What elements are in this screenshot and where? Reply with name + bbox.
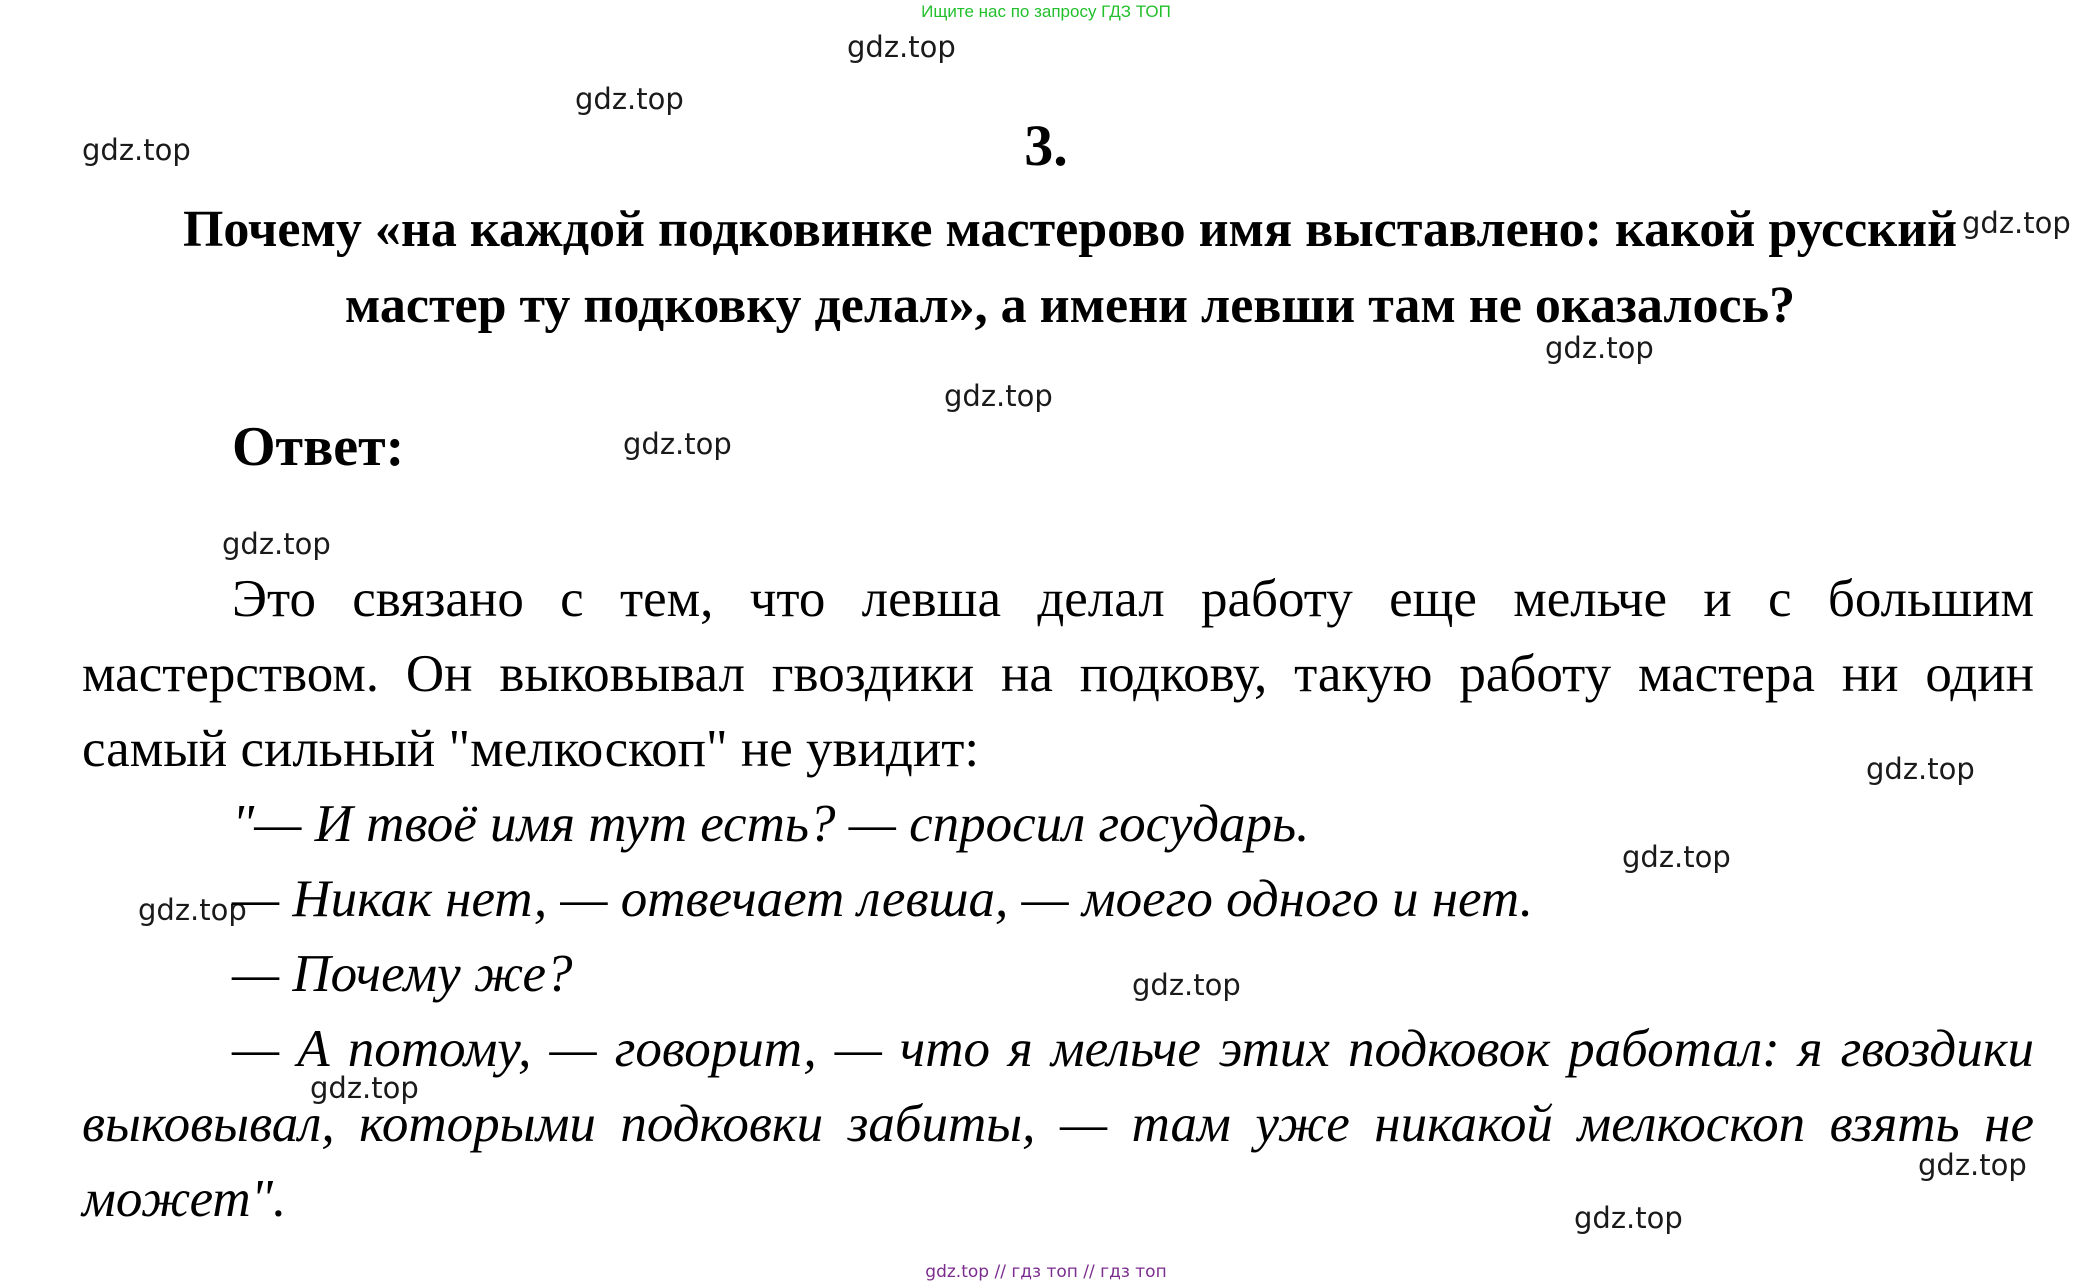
watermark: gdz.top [1962, 206, 2071, 240]
watermark: gdz.top [1622, 840, 1731, 874]
watermark: gdz.top [1918, 1148, 2027, 1182]
top-banner: Ищите нас по запросу ГДЗ ТОП [921, 2, 1171, 21]
watermark: gdz.top [1545, 331, 1654, 365]
task-number: 3. [1024, 113, 1068, 178]
watermark: gdz.top [944, 379, 1053, 413]
watermark: gdz.top [82, 133, 191, 167]
watermark: gdz.top [138, 893, 247, 927]
quote-line: "— И твоё имя тут есть? — спросил государь. [232, 795, 1310, 853]
watermark: gdz.top [1574, 1201, 1683, 1235]
answer-paragraph: Это связано с тем, что левша делал работу еще мельче и с большим мастерством. Он выковывал гвоздики на подкову, такую работу мастера ни один самый сильный "мелкоскоп" не увидит: [82, 570, 2034, 778]
question-text: Почему «на каждой подковинке мастерово имя выставлено: какой русский мастер ту подковку делал», а имени левши там не оказалось? [182, 201, 1958, 334]
watermark: gdz.top [310, 1071, 419, 1105]
answer-label: Ответ: [232, 416, 405, 478]
watermark: gdz.top [1866, 752, 1975, 786]
watermark: gdz.top [222, 527, 331, 561]
watermark: gdz.top [623, 427, 732, 461]
quote-line: — Почему же? [232, 945, 573, 1003]
footer-links[interactable]: gdz.top // гдз топ // гдз топ [925, 1262, 1167, 1282]
quote-line: — А потому, — говорит, — что я мельче этих подковок работал: я гвоздики выковывал, которыми подковки забиты, — там уже никакой мелкоскоп взять не может". [82, 1020, 2034, 1228]
watermark: gdz.top [847, 30, 956, 64]
watermark: gdz.top [575, 82, 684, 116]
watermark: gdz.top [1132, 968, 1241, 1002]
quote-block [82, 787, 2034, 1237]
quote-line: — Никак нет, — отвечает левша, — моего одного и нет. [232, 870, 1533, 928]
